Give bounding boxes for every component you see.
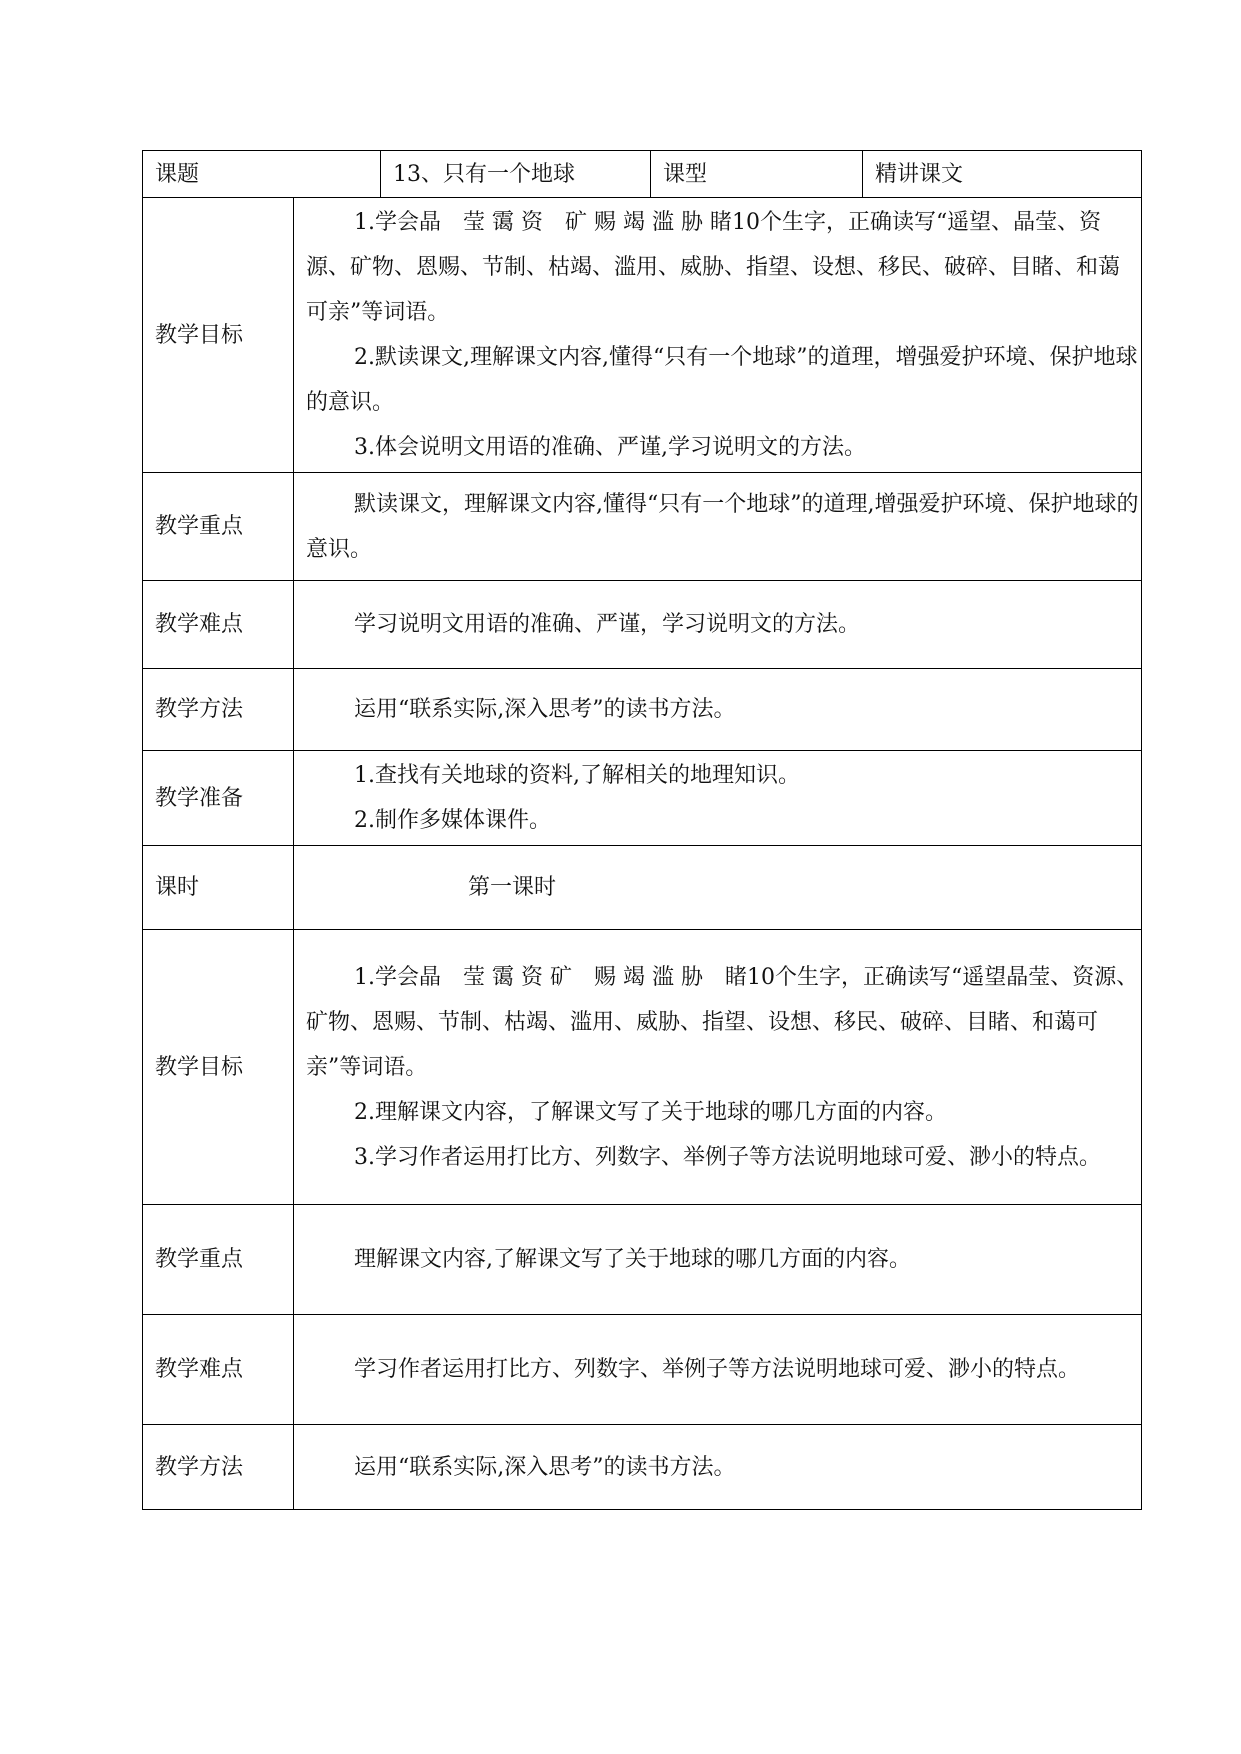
row-content xyxy=(294,198,1142,473)
row-label: 教学准备 xyxy=(143,751,294,846)
content-paragraph: 2.制作多媒体课件。 xyxy=(354,808,551,833)
content-paragraph: 1.学会晶 莹 霭 资 矿 赐 竭 滥 胁 睹10个生字，正确读写“遥望、晶莹、资源、矿物、恩赐、节制、枯竭、滥用、威胁、指望、设想、移民、破碎、目睹、和蔼可亲”等词语。 xyxy=(306,210,1121,325)
content-paragraph: 2.默读课文,理解课文内容,懂得“只有一个地球”的道理，增强爱护环境、保护地球的意识。 xyxy=(306,345,1138,415)
row-difficulty-1 xyxy=(143,581,1142,669)
row-label: 教学重点 xyxy=(143,473,294,581)
content-paragraph: 2.理解课文内容，了解课文写了关于地球的哪几方面的内容。 xyxy=(354,1099,947,1125)
lesson-plan-document xyxy=(142,150,1141,1510)
content-paragraph: 3.体会说明文用语的准确、严谨,学习说明文的方法。 xyxy=(354,435,866,460)
row-label: 教学难点 xyxy=(143,1315,294,1425)
header-row xyxy=(143,151,1142,198)
row-label: 教学目标 xyxy=(143,198,294,473)
lesson-plan-table xyxy=(142,150,1142,1510)
row-goals-1 xyxy=(143,198,1142,473)
content-paragraph: 运用“联系实际,深入思考”的读书方法。 xyxy=(354,1454,736,1480)
row-content xyxy=(294,1205,1142,1315)
row-label: 教学方法 xyxy=(143,669,294,751)
row-method-2 xyxy=(143,1425,1142,1510)
content-paragraph: 理解课文内容,了解课文写了关于地球的哪几方面的内容。 xyxy=(354,1247,911,1272)
row-content xyxy=(294,846,1142,930)
topic-value: 13、只有一个地球 xyxy=(381,151,651,198)
content-paragraph: 1.查找有关地球的资料,了解相关的地理知识。 xyxy=(354,763,800,788)
content-paragraph: 学习作者运用打比方、列数字、举例子等方法说明地球可爱、渺小的特点。 xyxy=(354,1357,1081,1382)
row-preparation xyxy=(143,751,1142,846)
row-content xyxy=(294,930,1142,1205)
content-paragraph: 3.学习作者运用打比方、列数字、举例子等方法说明地球可爱、渺小的特点。 xyxy=(354,1144,1101,1170)
row-content xyxy=(294,751,1142,846)
content-paragraph: 默读课文，理解课文内容,懂得“只有一个地球”的道理,增强爱护环境、保护地球的意识。 xyxy=(306,491,1139,562)
row-label: 课时 xyxy=(143,846,294,930)
row-content xyxy=(294,1425,1142,1510)
type-value: 精讲课文 xyxy=(863,151,1142,198)
row-content xyxy=(294,1315,1142,1425)
row-content xyxy=(294,581,1142,669)
content-paragraph: 1.学会晶 莹 霭 资 矿 赐 竭 滥 胁 睹10个生字，正确读写“遥望晶莹、资源、矿物、恩赐、节制、枯竭、滥用、威胁、指望、设想、移民、破碎、目睹、和蔼可亲”等词语。 xyxy=(306,964,1139,1080)
row-label: 教学目标 xyxy=(143,930,294,1205)
row-content xyxy=(294,669,1142,751)
row-key-points-1 xyxy=(143,473,1142,581)
row-label: 教学难点 xyxy=(143,581,294,669)
row-content xyxy=(294,473,1142,581)
type-label: 课型 xyxy=(651,151,863,198)
row-label: 教学重点 xyxy=(143,1205,294,1315)
content-paragraph: 第一课时 xyxy=(468,875,557,900)
row-lesson-period xyxy=(143,846,1142,930)
row-key-points-2 xyxy=(143,1205,1142,1315)
row-difficulty-2 xyxy=(143,1315,1142,1425)
row-label: 教学方法 xyxy=(143,1425,294,1510)
content-paragraph: 运用“联系实际,深入思考”的读书方法。 xyxy=(354,697,736,722)
topic-label: 课题 xyxy=(143,151,381,198)
content-paragraph: 学习说明文用语的准确、严谨，学习说明文的方法。 xyxy=(354,612,861,637)
row-goals-2 xyxy=(143,930,1142,1205)
row-method-1 xyxy=(143,669,1142,751)
